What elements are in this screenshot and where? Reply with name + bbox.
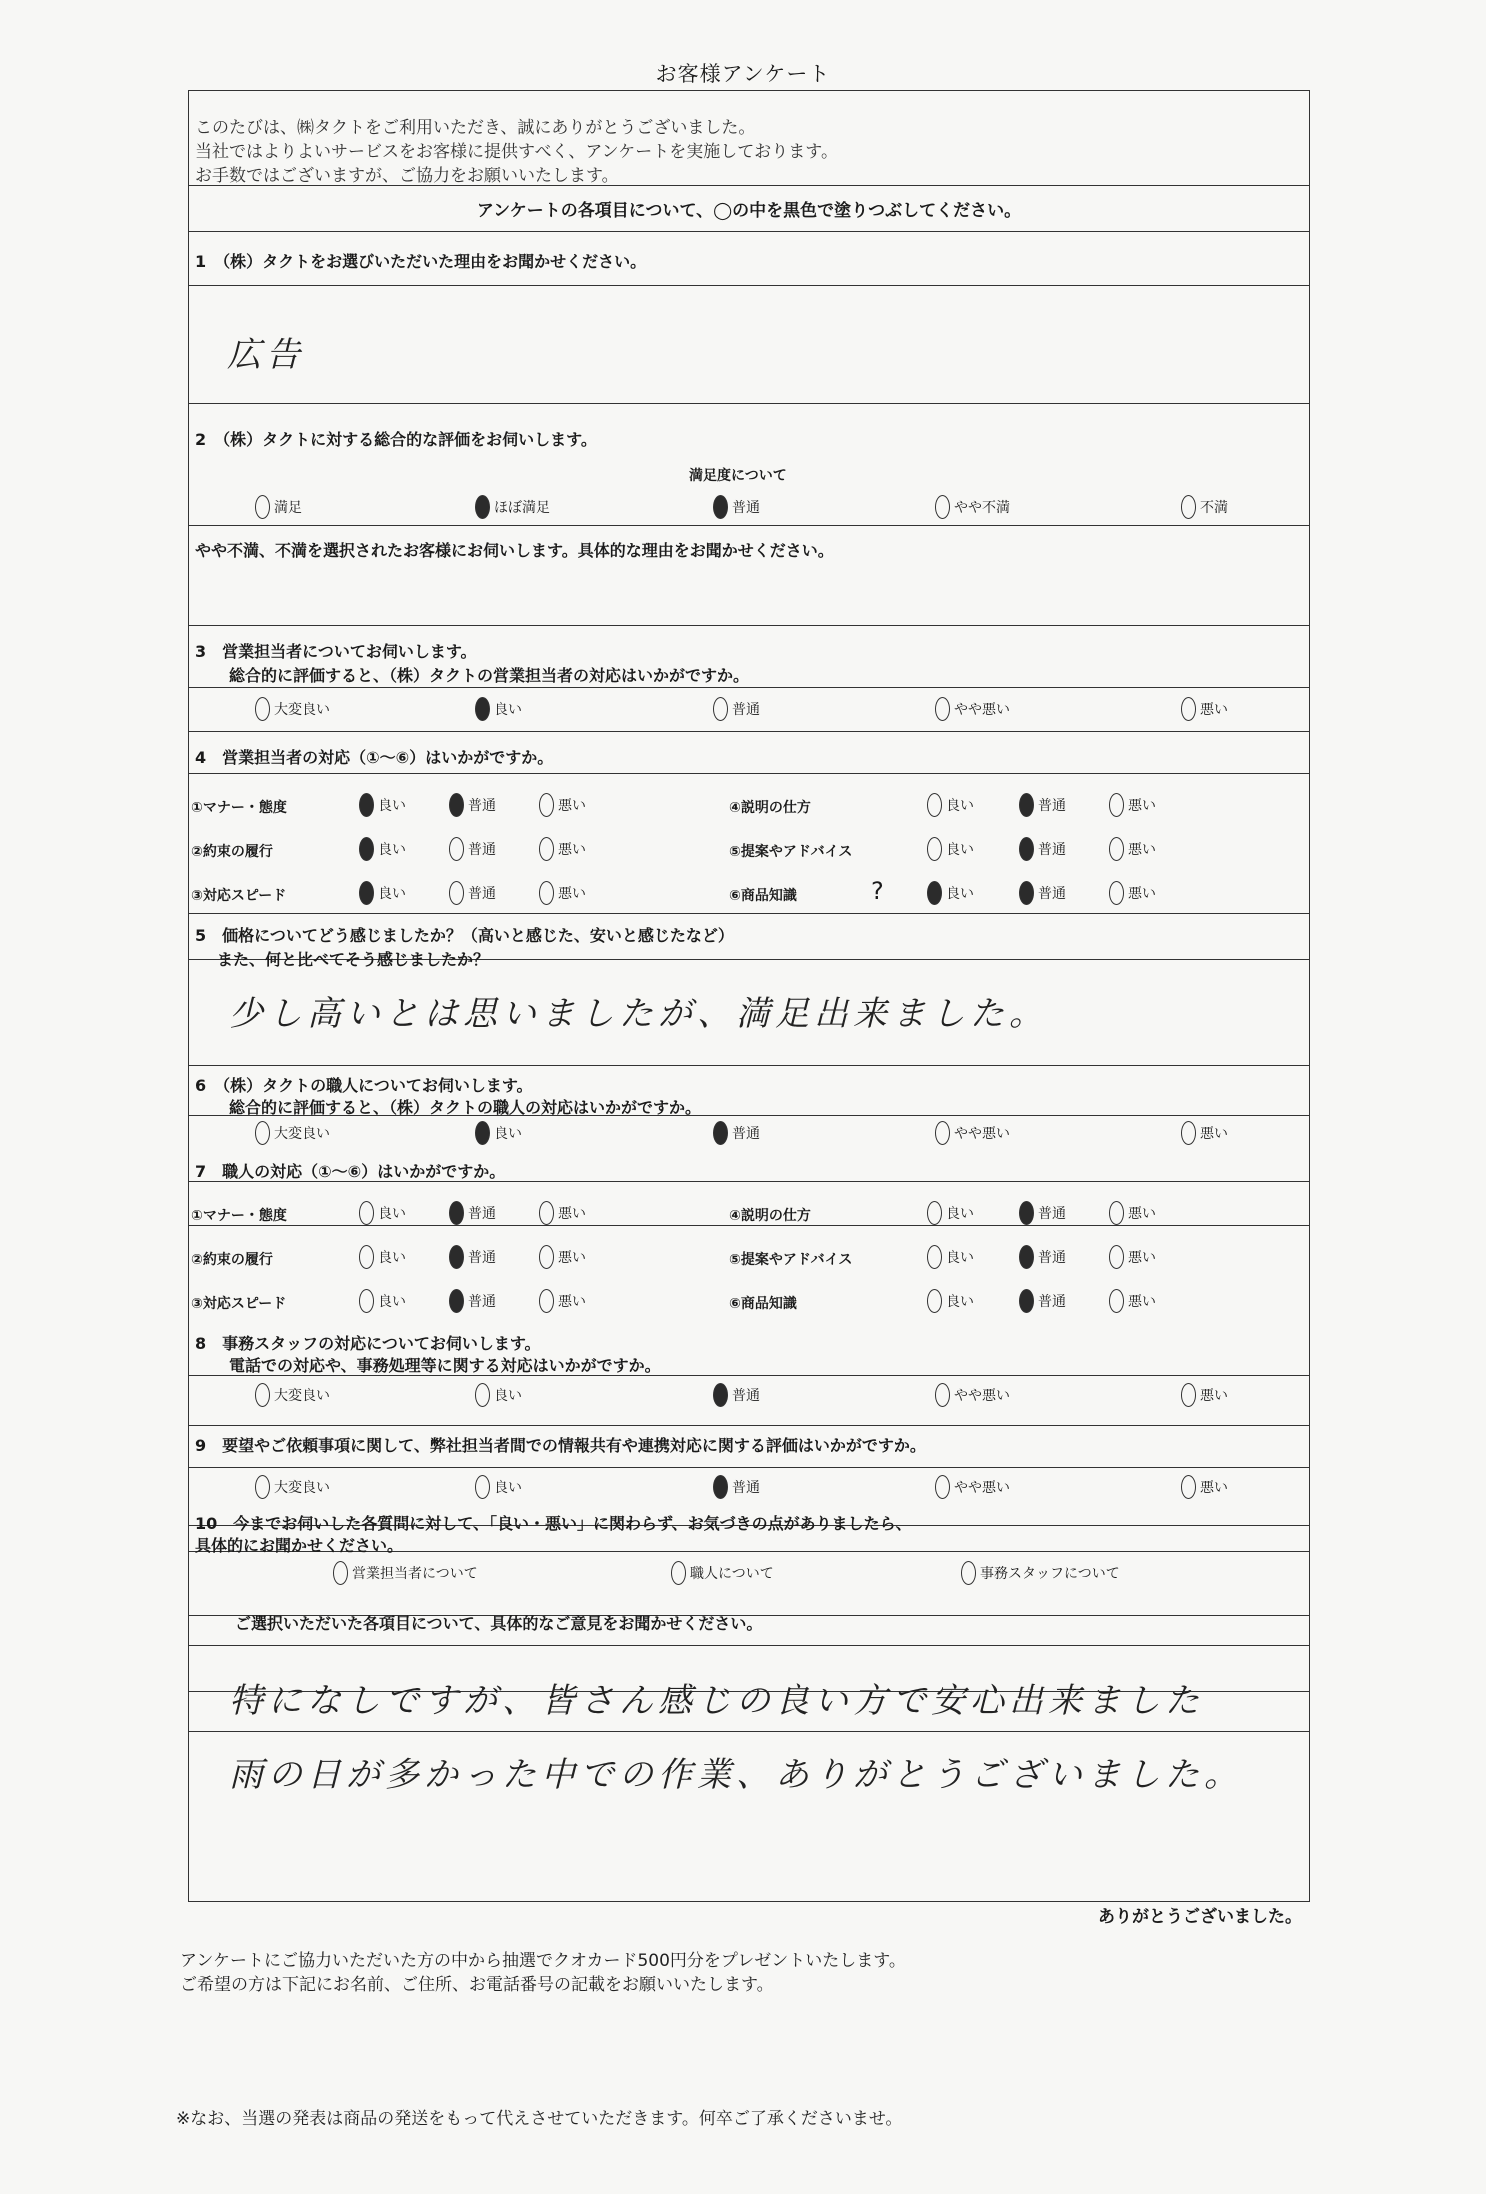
option-label: 良い: [494, 1126, 522, 1142]
radio-circle-icon[interactable]: [1181, 697, 1196, 721]
option-label: 普通: [468, 1294, 496, 1310]
q10-option-0[interactable]: [333, 1561, 478, 1585]
option-label: 悪い: [1128, 1294, 1156, 1310]
intro-line-1: このたびは、㈱タクトをご利用いただき、誠にありがとうございました。: [195, 118, 756, 138]
q4-row-0-option-1[interactable]: [449, 793, 496, 817]
q3-option-3[interactable]: [935, 697, 1010, 721]
option-label: やや悪い: [954, 1126, 1010, 1142]
radio-circle-icon[interactable]: [713, 697, 728, 721]
q9-option-2[interactable]: [713, 1475, 760, 1499]
option-label: やや悪い: [954, 1388, 1010, 1404]
q10-answer-2: 雨の日が多かった中での作業、ありがとうございました。: [229, 1755, 1243, 1795]
q4-row-1-option-1[interactable]: [449, 837, 496, 861]
radio-circle-icon[interactable]: [539, 1201, 554, 1225]
radio-circle-icon[interactable]: [475, 1121, 490, 1145]
option-label: 不満: [1200, 500, 1228, 516]
radio-circle-icon[interactable]: [671, 1561, 686, 1585]
option-label: 悪い: [558, 886, 586, 902]
q4-row-label-2: ③対応スピード: [191, 888, 287, 904]
q8-line-1: 8 事務スタッフの対応についてお伺いします。: [195, 1334, 541, 1353]
q8-option-1[interactable]: [475, 1383, 522, 1407]
q4-row-4-option-1[interactable]: [1019, 837, 1066, 861]
radio-circle-icon[interactable]: [1181, 1121, 1196, 1145]
q4-row-3-option-1[interactable]: [1019, 793, 1066, 817]
radio-circle-icon[interactable]: [255, 1475, 270, 1499]
option-label: 良い: [946, 1250, 974, 1266]
q7-row-0-option-2[interactable]: [539, 1201, 586, 1225]
q7-row-3-option-2[interactable]: [1109, 1201, 1156, 1225]
q9-option-1[interactable]: [475, 1475, 522, 1499]
q10-option-1[interactable]: [671, 1561, 774, 1585]
q7-row-2-option-1[interactable]: [449, 1289, 496, 1313]
option-label: 良い: [946, 886, 974, 902]
q4-row-2-option-0[interactable]: [359, 881, 406, 905]
q4-row-3-option-0[interactable]: [927, 793, 974, 817]
radio-circle-icon[interactable]: [961, 1561, 976, 1585]
instruction: アンケートの各項目について、◯の中を黒色で塗りつぶしてください。: [476, 201, 1022, 221]
option-label: 良い: [378, 798, 406, 814]
option-label: 良い: [946, 1206, 974, 1222]
q4-row-label-1: ②約束の履行: [191, 844, 273, 860]
radio-circle-icon[interactable]: [713, 495, 728, 519]
q4-row-label-0: ①マナー・態度: [191, 800, 287, 816]
option-label: 悪い: [558, 798, 586, 814]
radio-circle-icon[interactable]: [1019, 1201, 1034, 1225]
option-label: 普通: [1038, 886, 1066, 902]
option-label: 事務スタッフについて: [980, 1566, 1120, 1582]
option-label: 普通: [468, 886, 496, 902]
option-label: 悪い: [1128, 1250, 1156, 1266]
q4-row-5-option-2[interactable]: [1109, 881, 1156, 905]
option-label: 普通: [468, 798, 496, 814]
option-label: 普通: [732, 500, 760, 516]
option-label: 営業担当者について: [352, 1566, 478, 1582]
option-label: 普通: [1038, 1206, 1066, 1222]
radio-circle-icon[interactable]: [1109, 1289, 1124, 1313]
option-label: 普通: [1038, 842, 1066, 858]
radio-circle-icon[interactable]: [255, 495, 270, 519]
option-label: 大変良い: [274, 1126, 330, 1142]
q7-row-label-0: ①マナー・態度: [191, 1208, 287, 1224]
q3-line-1: 3 営業担当者についてお伺いします。: [195, 642, 477, 661]
q10-answer-1: 特になしですが、皆さん感じの良い方で安心出来ました: [229, 1681, 1204, 1721]
radio-circle-icon[interactable]: [539, 1289, 554, 1313]
option-label: 良い: [378, 1294, 406, 1310]
footer-line-2: ご希望の方は下記にお名前、ご住所、お電話番号の記載をお願いいたします。: [180, 1975, 774, 1995]
radio-circle-icon[interactable]: [255, 1383, 270, 1407]
q8-line-2: 電話での対応や、事務処理等に関する対応はいかがですか。: [229, 1356, 661, 1375]
q7-row-label-2: ③対応スピード: [191, 1296, 287, 1312]
radio-circle-icon[interactable]: [449, 1201, 464, 1225]
q7-row-4-option-2[interactable]: [1109, 1245, 1156, 1269]
option-label: 悪い: [1200, 1388, 1228, 1404]
option-label: 悪い: [558, 1206, 586, 1222]
q4-note: ?: [871, 877, 884, 905]
radio-circle-icon[interactable]: [475, 697, 490, 721]
radio-circle-icon[interactable]: [1109, 1245, 1124, 1269]
q10-line-2: 具体的にお聞かせください。: [195, 1536, 404, 1555]
q4-row-4-option-0[interactable]: [927, 837, 974, 861]
option-label: 良い: [494, 702, 522, 718]
q4-row-3-option-2[interactable]: [1109, 793, 1156, 817]
radio-circle-icon[interactable]: [927, 837, 942, 861]
radio-circle-icon[interactable]: [1019, 881, 1034, 905]
q10-option-2[interactable]: [961, 1561, 1120, 1585]
option-label: 悪い: [558, 1250, 586, 1266]
option-label: 良い: [378, 842, 406, 858]
q4-row-1-option-2[interactable]: [539, 837, 586, 861]
radio-circle-icon[interactable]: [1019, 793, 1034, 817]
page-title: お客様アンケート: [655, 62, 831, 86]
radio-circle-icon[interactable]: [935, 697, 950, 721]
radio-circle-icon[interactable]: [255, 1121, 270, 1145]
q8-option-2[interactable]: [713, 1383, 760, 1407]
intro-line-3: お手数ではございますが、ご協力をお願いいたします。: [195, 166, 619, 186]
q7-row-label-1: ②約束の履行: [191, 1252, 273, 1268]
q7-row-5-option-2[interactable]: [1109, 1289, 1156, 1313]
q2-sub: 満足度について: [689, 468, 787, 484]
radio-circle-icon[interactable]: [449, 793, 464, 817]
radio-circle-icon[interactable]: [359, 881, 374, 905]
radio-circle-icon[interactable]: [1019, 1245, 1034, 1269]
q10-prompt: ご選択いただいた各項目について、具体的なご意見をお聞かせください。: [235, 1614, 763, 1633]
option-label: 良い: [494, 1480, 522, 1496]
radio-circle-icon[interactable]: [475, 495, 490, 519]
q7-row-1-option-2[interactable]: [539, 1245, 586, 1269]
q4-row-5-option-0[interactable]: [927, 881, 974, 905]
q4-row-0-option-2[interactable]: [539, 793, 586, 817]
option-label: やや不満: [954, 500, 1010, 516]
radio-circle-icon[interactable]: [1109, 881, 1124, 905]
q4-row-label-4: ⑤提案やアドバイス: [729, 844, 853, 860]
option-label: 普通: [732, 1480, 760, 1496]
q4-text: 4 営業担当者の対応（①～⑥）はいかがですか。: [195, 748, 554, 767]
radio-circle-icon[interactable]: [255, 697, 270, 721]
option-label: 普通: [732, 702, 760, 718]
survey-form: [188, 90, 1310, 1902]
q1-text: 1 （株）タクトをお選びいただいた理由をお聞かせください。: [195, 252, 647, 271]
q8-option-4[interactable]: [1181, 1383, 1228, 1407]
radio-circle-icon[interactable]: [1181, 495, 1196, 519]
option-label: 良い: [946, 1294, 974, 1310]
option-label: 悪い: [1200, 702, 1228, 718]
option-label: 普通: [732, 1388, 760, 1404]
option-label: 良い: [494, 1388, 522, 1404]
radio-circle-icon[interactable]: [927, 1245, 942, 1269]
q3-option-1[interactable]: [475, 697, 522, 721]
thanks-text: ありがとうございました。: [1098, 1907, 1302, 1927]
radio-circle-icon[interactable]: [1019, 837, 1034, 861]
q7-row-3-option-0[interactable]: [927, 1201, 974, 1225]
q6-line-2: 総合的に評価すると、（株）タクトの職人の対応はいかがですか。: [229, 1098, 702, 1117]
radio-circle-icon[interactable]: [449, 1289, 464, 1313]
radio-circle-icon[interactable]: [1109, 1201, 1124, 1225]
radio-circle-icon[interactable]: [475, 1383, 490, 1407]
option-label: 大変良い: [274, 702, 330, 718]
q7-row-label-3: ④説明の仕方: [729, 1208, 811, 1224]
q5-line-1: 5 価格についてどう感じましたか？（高いと感じた、安いと感じたなど）: [195, 926, 734, 945]
radio-circle-icon[interactable]: [713, 1121, 728, 1145]
radio-circle-icon[interactable]: [449, 837, 464, 861]
footer-line-3: ※なお、当選の発表は商品の発送をもって代えさせていただきます。何卒ご了承くださいませ。: [176, 2109, 903, 2129]
q3-option-2[interactable]: [713, 697, 760, 721]
radio-circle-icon[interactable]: [1109, 837, 1124, 861]
option-label: 大変良い: [274, 1480, 330, 1496]
q9-option-3[interactable]: [935, 1475, 1010, 1499]
q4-row-1-option-0[interactable]: [359, 837, 406, 861]
option-label: 普通: [1038, 1250, 1066, 1266]
option-label: 大変良い: [274, 1388, 330, 1404]
radio-circle-icon[interactable]: [359, 793, 374, 817]
q7-row-label-4: ⑤提案やアドバイス: [729, 1252, 853, 1268]
option-label: 悪い: [558, 842, 586, 858]
q7-row-1-option-0[interactable]: [359, 1245, 406, 1269]
q5-answer: 少し高いとは思いましたが、満足出来ました。: [229, 994, 1048, 1034]
option-label: 普通: [468, 1250, 496, 1266]
option-label: やや悪い: [954, 1480, 1010, 1496]
option-label: 悪い: [1128, 842, 1156, 858]
radio-circle-icon[interactable]: [1181, 1383, 1196, 1407]
q7-row-2-option-0[interactable]: [359, 1289, 406, 1313]
q7-row-2-option-2[interactable]: [539, 1289, 586, 1313]
option-label: 良い: [378, 886, 406, 902]
q4-row-2-option-1[interactable]: [449, 881, 496, 905]
q9-option-4[interactable]: [1181, 1475, 1228, 1499]
option-label: 普通: [732, 1126, 760, 1142]
option-label: 普通: [468, 1206, 496, 1222]
radio-circle-icon[interactable]: [927, 1289, 942, 1313]
option-label: 普通: [468, 842, 496, 858]
q6-option-1[interactable]: [475, 1121, 522, 1145]
radio-circle-icon[interactable]: [539, 793, 554, 817]
q8-option-3[interactable]: [935, 1383, 1010, 1407]
radio-circle-icon[interactable]: [713, 1383, 728, 1407]
radio-circle-icon[interactable]: [935, 1475, 950, 1499]
radio-circle-icon[interactable]: [539, 1245, 554, 1269]
option-label: 普通: [1038, 798, 1066, 814]
q2-option-3[interactable]: [935, 495, 1010, 519]
radio-circle-icon[interactable]: [935, 495, 950, 519]
q4-row-0-option-0[interactable]: [359, 793, 406, 817]
radio-circle-icon[interactable]: [713, 1475, 728, 1499]
option-label: 良い: [946, 798, 974, 814]
radio-circle-icon[interactable]: [1109, 793, 1124, 817]
q7-row-0-option-0[interactable]: [359, 1201, 406, 1225]
q4-row-2-option-2[interactable]: [539, 881, 586, 905]
radio-circle-icon[interactable]: [927, 881, 942, 905]
radio-circle-icon[interactable]: [359, 1245, 374, 1269]
intro-line-2: 当社ではよりよいサービスをお客様に提供すべく、アンケートを実施しております。: [195, 142, 838, 162]
q7-row-4-option-0[interactable]: [927, 1245, 974, 1269]
q3-option-4[interactable]: [1181, 697, 1228, 721]
q6-option-4[interactable]: [1181, 1121, 1228, 1145]
option-label: 悪い: [1200, 1480, 1228, 1496]
q6-line-1: 6 （株）タクトの職人についてお伺いします。: [195, 1076, 533, 1095]
q2-option-2[interactable]: [713, 495, 760, 519]
q2-option-1[interactable]: [475, 495, 550, 519]
radio-circle-icon[interactable]: [1019, 1289, 1034, 1313]
radio-circle-icon[interactable]: [475, 1475, 490, 1499]
q10-line-1: 10 今までお伺いした各質問に対して、「良い・悪い」に関わらず、お気づきの点がありましたら、: [195, 1514, 912, 1533]
q8-option-0[interactable]: [255, 1383, 330, 1407]
radio-circle-icon[interactable]: [359, 837, 374, 861]
footer-line-1: アンケートにご協力いただいた方の中から抽選でクオカード500円分をプレゼントいたします。: [180, 1951, 906, 1971]
option-label: 普通: [1038, 1294, 1066, 1310]
q7-row-0-option-1[interactable]: [449, 1201, 496, 1225]
radio-circle-icon[interactable]: [333, 1561, 348, 1585]
radio-circle-icon[interactable]: [449, 881, 464, 905]
radio-circle-icon[interactable]: [935, 1121, 950, 1145]
option-label: 悪い: [1128, 1206, 1156, 1222]
q2-option-0[interactable]: [255, 495, 302, 519]
option-label: 良い: [378, 1250, 406, 1266]
radio-circle-icon[interactable]: [935, 1383, 950, 1407]
q4-row-label-5: ⑥商品知識: [729, 888, 797, 904]
option-label: 悪い: [1200, 1126, 1228, 1142]
q9-option-0[interactable]: [255, 1475, 330, 1499]
q2-text: 2 （株）タクトに対する総合的な評価をお伺いします。: [195, 430, 597, 449]
option-label: 良い: [378, 1206, 406, 1222]
q4-row-5-option-1[interactable]: [1019, 881, 1066, 905]
option-label: やや悪い: [954, 702, 1010, 718]
q1-answer: 広告: [227, 335, 305, 375]
q7-row-4-option-1[interactable]: [1019, 1245, 1066, 1269]
option-label: 満足: [274, 500, 302, 516]
radio-circle-icon[interactable]: [359, 1201, 374, 1225]
q7-row-3-option-1[interactable]: [1019, 1201, 1066, 1225]
radio-circle-icon[interactable]: [1181, 1475, 1196, 1499]
q6-option-3[interactable]: [935, 1121, 1010, 1145]
q7-row-5-option-1[interactable]: [1019, 1289, 1066, 1313]
q3-line-2: 総合的に評価すると、（株）タクトの営業担当者の対応はいかがですか。: [229, 666, 750, 685]
q5-line-2: また、何と比べてそう感じましたか？: [217, 950, 490, 969]
q7-row-label-5: ⑥商品知識: [729, 1296, 797, 1312]
q7-row-5-option-0[interactable]: [927, 1289, 974, 1313]
q3-option-0[interactable]: [255, 697, 330, 721]
q2-followup: やや不満、不満を選択されたお客様にお伺いします。具体的な理由をお聞かせください。: [195, 541, 834, 560]
radio-circle-icon[interactable]: [927, 1201, 942, 1225]
q6-option-2[interactable]: [713, 1121, 760, 1145]
q6-option-0[interactable]: [255, 1121, 330, 1145]
radio-circle-icon[interactable]: [539, 837, 554, 861]
option-label: 悪い: [1128, 886, 1156, 902]
radio-circle-icon[interactable]: [359, 1289, 374, 1313]
radio-circle-icon[interactable]: [927, 793, 942, 817]
option-label: 職人について: [690, 1566, 774, 1582]
q4-row-4-option-2[interactable]: [1109, 837, 1156, 861]
q4-row-label-3: ④説明の仕方: [729, 800, 811, 816]
option-label: 悪い: [558, 1294, 586, 1310]
option-label: 良い: [946, 842, 974, 858]
radio-circle-icon[interactable]: [539, 881, 554, 905]
q2-option-4[interactable]: [1181, 495, 1228, 519]
option-label: ほぼ満足: [494, 500, 550, 516]
q9-text: 9 要望やご依頼事項に関して、弊社担当者間での情報共有や連携対応に関する評価はいかがですか。: [195, 1436, 926, 1455]
option-label: 悪い: [1128, 798, 1156, 814]
radio-circle-icon[interactable]: [449, 1245, 464, 1269]
q7-row-1-option-1[interactable]: [449, 1245, 496, 1269]
q7-text: 7 職人の対応（①～⑥）はいかがですか。: [195, 1162, 506, 1181]
